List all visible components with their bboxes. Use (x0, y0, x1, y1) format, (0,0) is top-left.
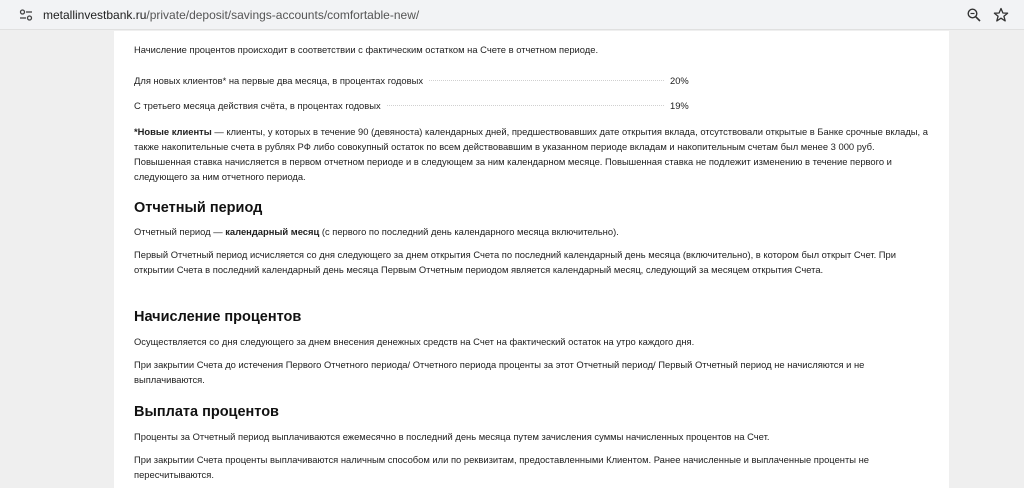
bookmark-star-icon[interactable] (993, 7, 1009, 23)
accrual-closing-text: При закрытии Счета до истечения Первого Отчетного периода/ Отчетного периода проценты за этот Отчетный период/ Первый Отчетный период не начисляются и не выплачиваются. (134, 359, 865, 385)
payout-closing-text: При закрытии Счета проценты выплачиваются наличным способом или по реквизитам, предоставленными Клиентом. Ранее начисленные и выплаченные проценты не пересчитываются. (134, 454, 869, 480)
rate-row-new-clients (134, 73, 694, 88)
note-text: — клиенты, у которых в течение 90 (девяноста) календарных дней, предшествовавших дате открытия вклада, отсутствовали открытые в Банке срочные вклады, а также накопительные счета в рублях РФ либо совокупный остаток по всем действовавшим в указанном периоде вкладам и накопительным счетам был менее 3 000 руб. Повышенная ставка начисляется в первом отчетном периоде и в следующем за ним календарном месяце. Повышенная ставка не подлежит изменению в течение первого и следующего за ним отчетного периода. (134, 126, 928, 182)
rate-label: Для новых клиентов* на первые два месяца, в процентах годовых (134, 75, 424, 86)
url-path: /private/deposit/savings-accounts/comfortable-new/ (146, 8, 420, 22)
heading-interest-payout: Выплата процентов (134, 404, 279, 420)
definition-prefix: Отчетный период — (134, 226, 226, 237)
note-bold: *Новые клиенты (134, 126, 212, 137)
payout-text: Проценты за Отчетный период выплачиваются ежемесячно в последний день месяца путем зачисления суммы начисленных процентов на Счет. (134, 431, 770, 442)
accrual-text: Осуществляется со дня следующего за днем внесения денежных средств на Счет на фактический остаток на утро каждого дня. (134, 336, 695, 347)
reporting-period-definition (134, 224, 930, 239)
rate-row-third-month (134, 98, 694, 113)
heading-interest-accrual: Начисление процентов (134, 309, 302, 325)
rate-value: 19% (670, 100, 689, 111)
first-period-text: Первый Отчетный период исчисляется со дня следующего за днем открытия Счета по последний календарный день месяца (включительно), в котором был открыт Счет. При открытии Счета в последний календарный день месяца Первым Отчетным периодом является календарный месяц, следующий за месяцем открытия Счета. (134, 249, 896, 275)
rate-value: 20% (670, 75, 689, 86)
browser-toolbar (0, 0, 1024, 30)
zoom-icon[interactable] (966, 7, 982, 23)
address-bar[interactable] (43, 8, 419, 22)
dotted-leader (429, 80, 664, 81)
heading-reporting-period: Отчетный период (134, 200, 263, 216)
new-clients-note (134, 124, 930, 184)
url-host: metallinvestbank.ru (43, 8, 147, 22)
intro-text: Начисление процентов происходит в соответствии с фактическим остатком на Счете в отчетном периоде. (134, 44, 599, 55)
site-settings-icon[interactable] (19, 8, 33, 22)
definition-bold: календарный месяц (225, 226, 320, 237)
rate-label: С третьего месяца действия счёта, в процентах годовых (134, 100, 381, 111)
dotted-leader (387, 105, 664, 106)
definition-suffix: (с первого по последний день календарного месяца включительно). (319, 226, 619, 237)
page-content (114, 31, 949, 488)
